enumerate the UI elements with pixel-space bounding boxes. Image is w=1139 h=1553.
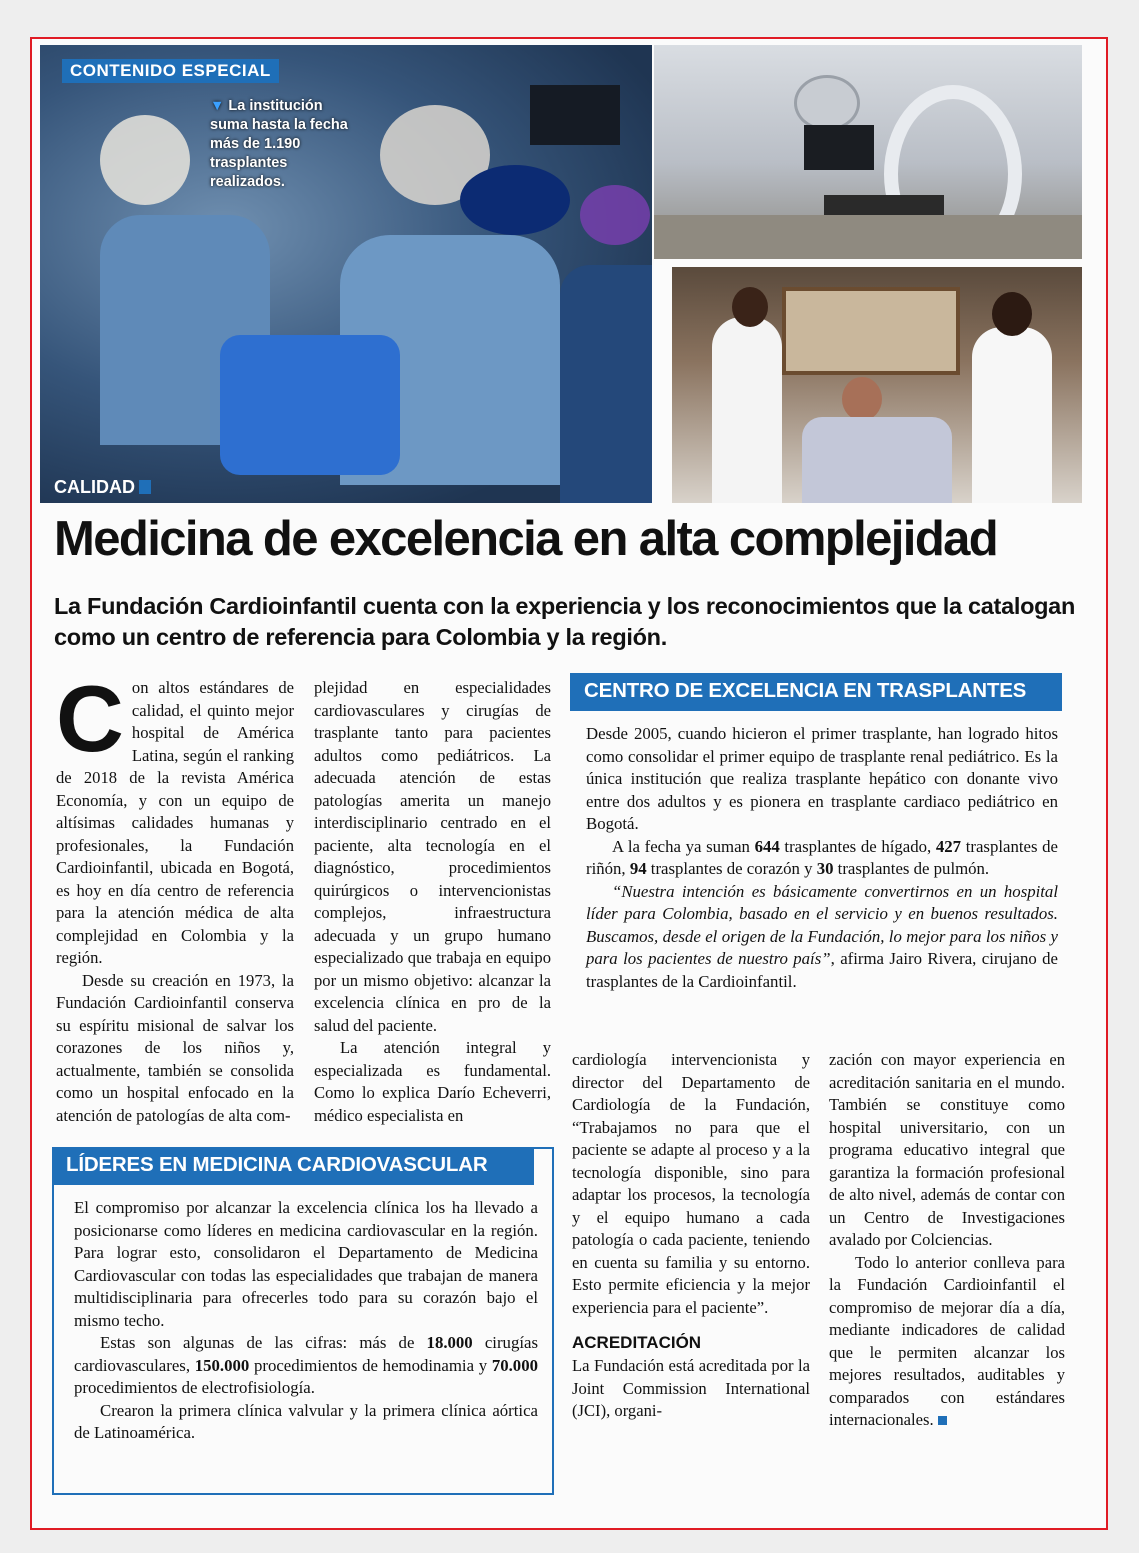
cardio-paragraph-2 [74,1332,538,1400]
hemodynamics-count: 150.000 [194,1355,250,1375]
surgeries-count: 18.000 [426,1333,473,1352]
end-mark-icon [938,1416,947,1425]
cardio-text: Estas son algunas de las cifras: más de [100,1333,427,1352]
accreditation-heading: ACREDITACIÓN [572,1333,702,1352]
page-frame [30,37,1108,1530]
transplant-text: trasplantes de riñón, [586,836,1058,878]
transplant-box-heading: CENTRO DE EXCELENCIA EN TRASPLANTES [570,673,1062,711]
column-1 [56,666,294,1127]
caption-marker-icon: ▼ [210,98,225,114]
col3-paragraph-1: cardiología intervencionista y director del Departamento de Cardiología de la Fundación, “Trabajamos no para que el paciente se adapte al proceso y a la tecnología disponible, sino para adaptar los procesos, la tecnología y el equipo humano a cada patología o cada paciente, teniendo en cuenta su familia y su entorno. Esto permite eficiencia y la mejor experiencia para el paciente”. [572,1050,810,1317]
cardio-paragraph-1: El compromiso por alcanzar la excelencia clínica los ha llevado a posicionarse como líderes en medicina cardiovascular en la región. Para lograr esto, consolidaron el Departamento de Medicina Cardiovascular con todas las especialidades que trabajan de manera multidisciplinaria para ofrecerles todo para su corazón bajo el mismo techo. [74,1198,538,1330]
cardio-paragraph-3: Crearon la primera clínica valvular y la primera clínica aórtica de Latinoamérica. [74,1400,538,1442]
quote-attribution: , afirma Jairo Rivera, cirujano de trasplantes de la Cardioinfantil. [586,949,1058,991]
col4-paragraph-2-text: Todo lo anterior conlleva para la Fundación Cardioinfantil el compromiso de mejorar día a día, mediante indicadores de calidad que le permiten alcanzar los mejores resultados, auditables y comparados con estándares internacionales. [829,1252,1065,1429]
section-tag-label: CALIDAD [54,477,135,497]
column-3 [572,1049,810,1423]
col2-paragraph-2: La atención integral y especializada es fundamental. Como lo explica Darío Echeverri, médico especialista en [314,1038,551,1125]
section-tag [54,477,151,498]
transplant-text: trasplantes de pulmón. [833,859,990,878]
special-content-tag: CONTENIDO ESPECIAL [62,59,279,83]
operating-room-photo [654,45,1082,259]
column-4 [829,1049,1065,1432]
article-title: Medicina de excelencia en alta complejidad [54,512,998,566]
drop-cap: C [56,666,124,771]
transplant-text: trasplantes de corazón y [646,859,817,878]
cardio-text: cirugías cardiovasculares, [74,1333,538,1375]
transplant-text: A la fecha ya suman [612,836,755,856]
cardio-box-heading: LÍDERES EN MEDICINA CARDIOVASCULAR [52,1147,534,1185]
heart-count: 94 [629,859,647,878]
transplant-quote [586,881,1058,994]
col1-paragraph-2: Desde su creación en 1973, la Fundación Cardioinfantil conserva su espíritu misional de salvar los corazones de los niños y, actualmente, también se consolida como un hospital enfocado en la atención de patologías de alta com- [56,970,294,1125]
photo-caption-text: La institución suma hasta la fecha más de 1.190 trasplantes realizados. [210,98,348,190]
square-icon [139,480,151,494]
transplant-paragraph-1: Desde 2005, cuando hicieron el primer trasplante, han logrado hitos como consolidar el primer equipo de trasplante renal pediátrico. Es la única institución que realiza trasplante hepático con donante vivo entre dos adultos y es pionera en trasplante cardiaco pediátrico en Bogotá. [586,724,1058,833]
article-subtitle: La Fundación Cardioinfantil cuenta con la experiencia y los reconocimientos que la catalogan como un centro de referencia para Colombia y la región. [54,593,1076,650]
column-2 [314,677,551,1127]
electrophysiology-count: 70.000 [491,1355,538,1375]
liver-count: 644 [754,836,780,856]
photo-caption [210,97,350,192]
cardio-box-body [74,1197,538,1445]
cardio-text: procedimientos de hemodinamia y [249,1355,492,1375]
patient-room-photo [672,267,1082,503]
transplant-box-body [586,723,1058,993]
lung-count: 30 [816,859,834,878]
col2-paragraph-1: plejidad en especialidades cardiovasculares y cirugías de trasplante tanto para pacientes adultos como pediátricos. La adecuada atención de estas patologías amerita un manejo interdisciplinario centrado en el paciente, alta tecnología en el diagnóstico, procedimientos quirúrgicos o intervencionistas complejos, infraestructura adecuada y un grupo humano especializado que trabaja en equipo por un mismo objetivo: alcanzar la excelencia clínica en pro de la salud del paciente. [314,678,551,1035]
transplant-text: trasplantes de hígado, [779,836,936,856]
col3-paragraph-2: La Fundación está acreditada por la Joint Commission International (JCI), organi- [572,1356,810,1420]
col4-paragraph-1: zación con mayor experiencia en acreditación sanitaria en el mundo. También se constituye como hospital universitario, con un programa educativo integral que garantiza la formación profesional de alto nivel, además de contar con un Centro de Investigaciones avalado por Colciencias. [829,1050,1065,1249]
col1-paragraph-1: on altos estándares de calidad, el quinto mejor hospital de América Latina, según el ranking de 2018 de la revista América Economía, y con un equipo de altísimas calidades humanas y profesionales, la Fundación Cardioinfantil, ubicada en Bogotá, es hoy en día centro de referencia para la atención médica de alta complejidad en Colombia y la región. [56,678,294,967]
cardio-text: procedimientos de electrofisiología. [74,1378,315,1397]
transplant-paragraph-2 [586,836,1058,881]
quote-text: “Nuestra intención es básicamente convertirnos en un hospital líder para Colombia, basado en el servicio y en buenos resultados. Buscamos, desde el origen de la Fundación, lo mejor para los niños y para los pacientes de nuestro país” [586,881,1058,968]
col4-paragraph-2 [829,1252,1065,1432]
kidney-count: 427 [935,836,962,856]
